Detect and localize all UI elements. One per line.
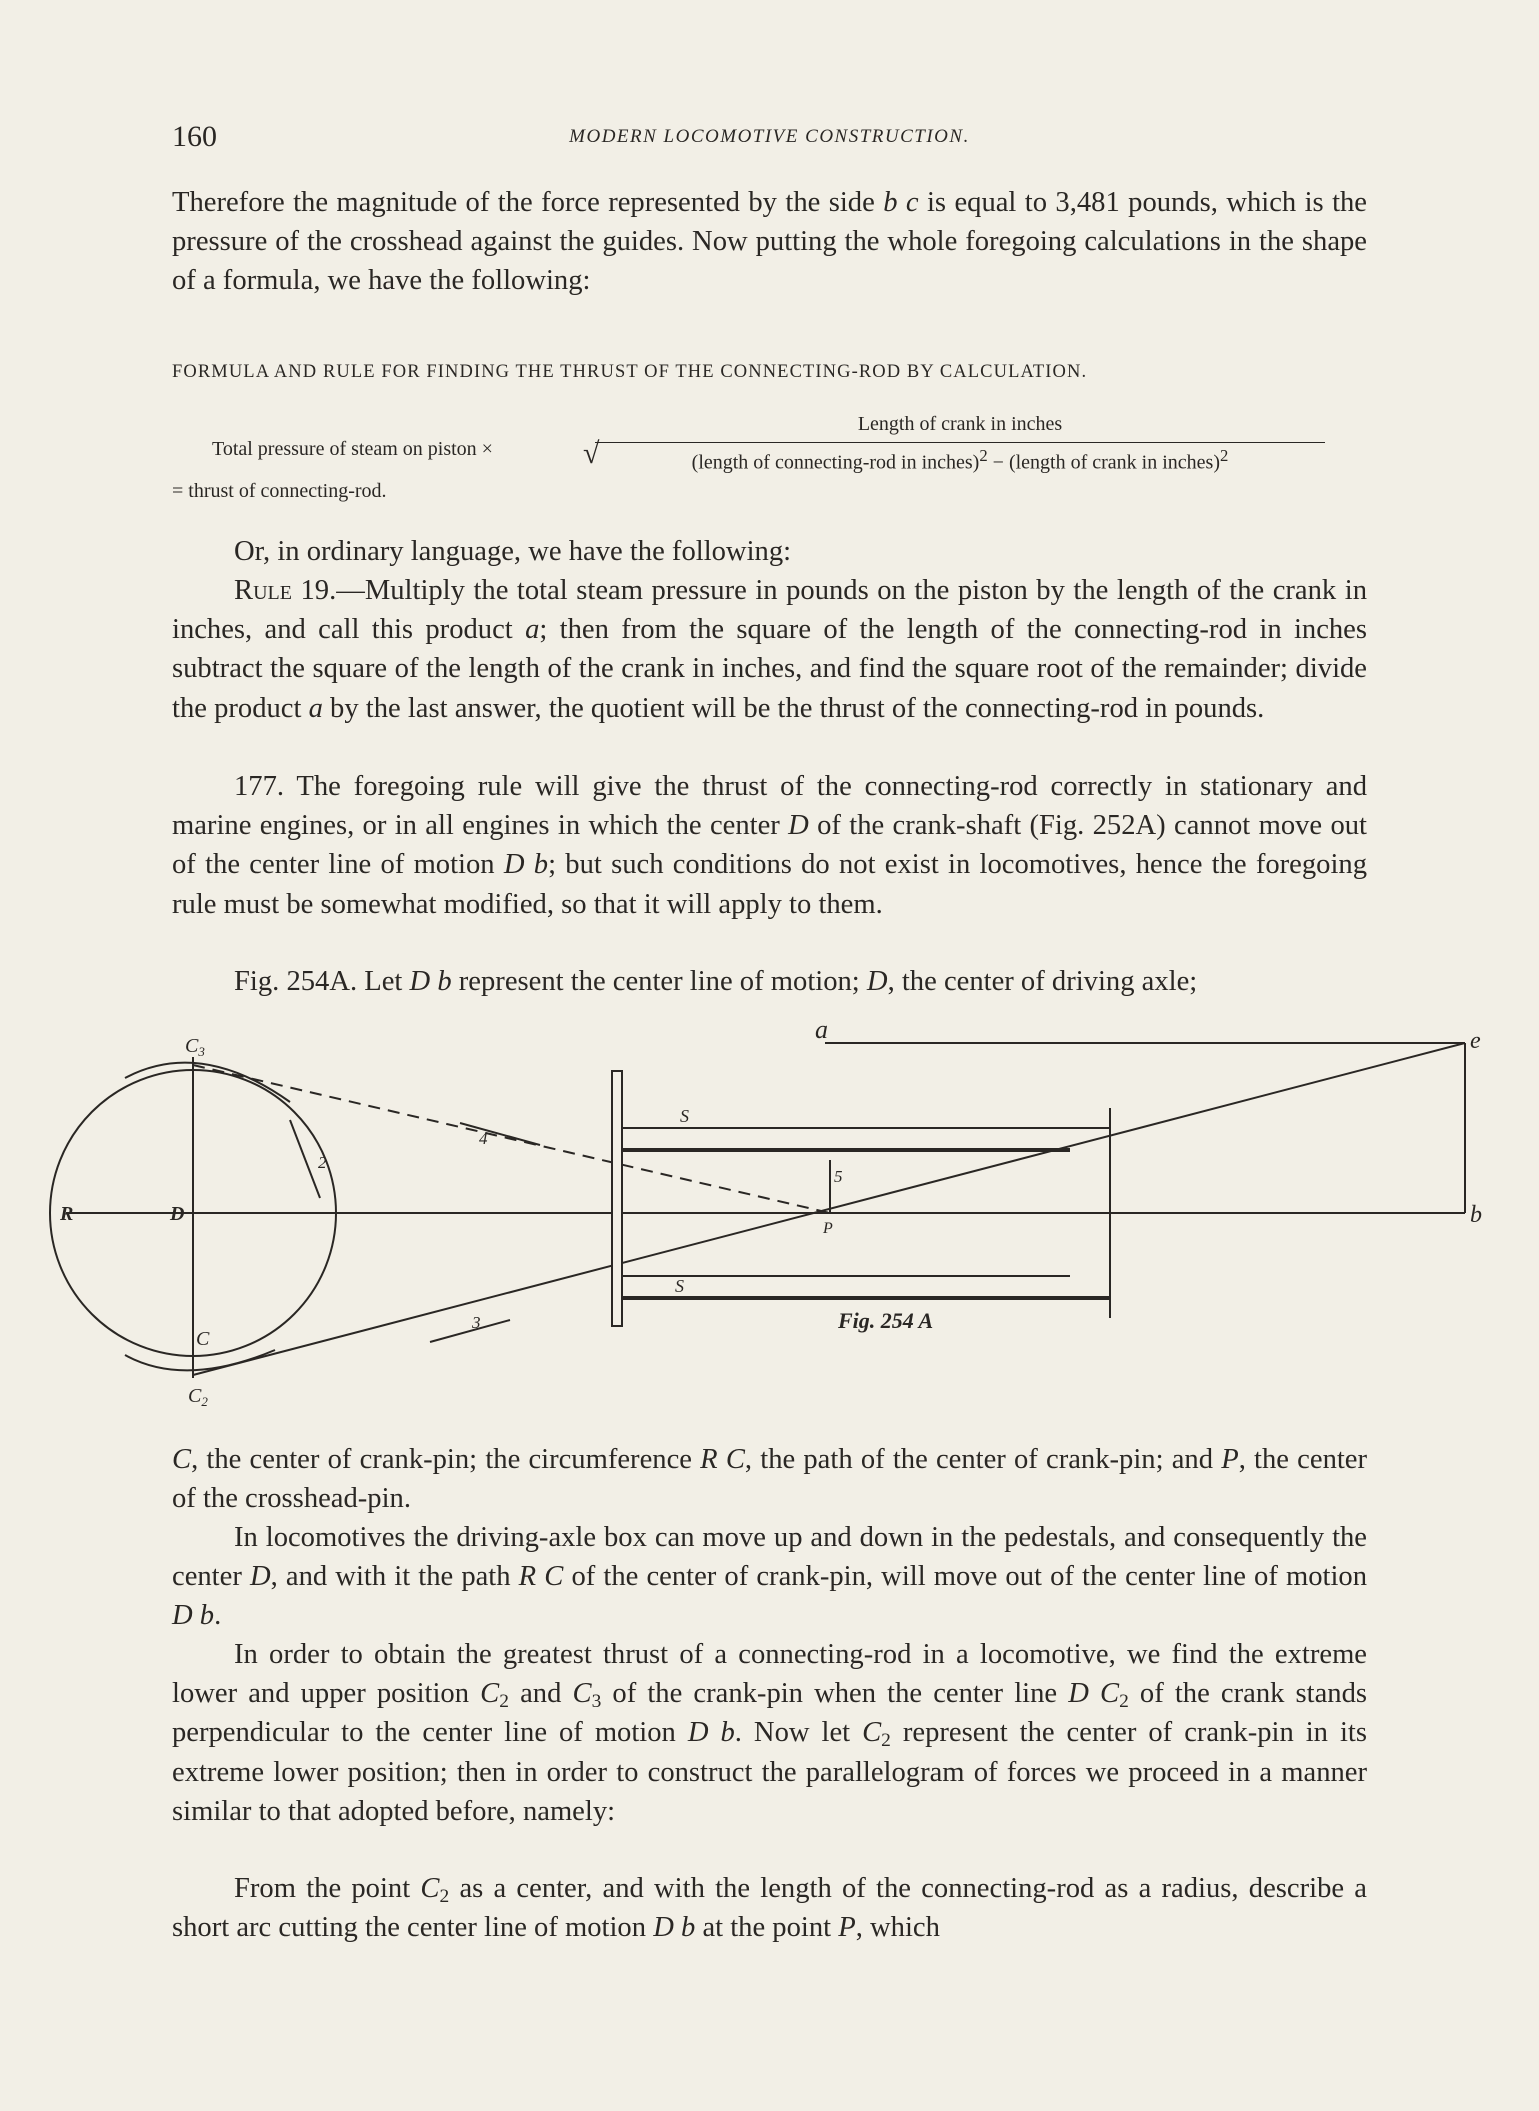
- label-e: e: [1470, 1028, 1481, 1054]
- label-b: b: [1470, 1202, 1482, 1228]
- paragraph-fig-254a-start: Fig. 254A. Let D b represent the center line of motion; D, the center of driving axle;: [234, 966, 1198, 997]
- label-r: R: [60, 1203, 74, 1225]
- figure-caption: Fig. 254 A: [838, 1308, 934, 1333]
- paragraph-bc-magnitude: Therefore the magnitude of the force represented by the side b c is equal to 3,481 pounds, which is the pressure of the crosshead against the guides. Now putting the whole foregoing calculations in the shape of a formula, we have the following:: [172, 187, 1367, 297]
- paragraph-greatest-thrust: In order to obtain the greatest thrust of a connecting-rod in a locomotive, we find the extreme lower and upper position $C_2$ and $C_3$ of the crank-pin when the center line D $C_2$ of the crank stands perpendicular to the center line of motion D b. Now let $C_2$ represent the center of crank-pin in its extreme lower position; then in order to construct the parallelogram of forces we proceed in a manner similar to that adopted before, namely:: [172, 1639, 1368, 1827]
- arrow-3-line: [430, 1320, 510, 1342]
- label-a: a: [815, 1015, 828, 1044]
- label-s-upper: S: [680, 1106, 689, 1126]
- square-root-symbol: √: [583, 437, 600, 470]
- page-number: 160: [172, 120, 217, 153]
- rod-line-c3-p: [193, 1065, 830, 1213]
- label-p: P: [823, 1220, 833, 1237]
- page-header: [172, 120, 1367, 160]
- paragraph-rule-19: Rule 19.—Multiply the total steam pressure in pounds on the piston by the length of the crank in inches, and call this product a; then from the square of the length of the connecting-rod in inches subtract the square of the length of the crank in inches, and find the square root of the remainder; divide the product a by the last answer, the quotient will be the thrust of the connecting-rod in pounds.: [172, 575, 1368, 724]
- figure-254a: [0, 1010, 1539, 1440]
- running-title: MODERN LOCOMOTIVE CONSTRUCTION.: [569, 126, 970, 147]
- formula-numerator: Length of crank in inches: [857, 413, 1063, 435]
- arrow-4-line: [460, 1123, 540, 1145]
- label-c2: $C_2$: [188, 1385, 208, 1409]
- paragraph-fig-254a-end: C, the center of crank-pin; the circumference R C, the path of the center of crank-pin; and P, the center of the crosshead-pin.: [172, 1444, 1368, 1515]
- formula-left-term: Total pressure of steam on piston ×: [212, 438, 493, 460]
- formula-heading: FORMULA AND RULE FOR FINDING THE THRUST OF THE CONNECTING-ROD BY CALCULATION.: [172, 362, 1088, 382]
- label-2: 2: [318, 1153, 327, 1172]
- label-c3: $C_3$: [185, 1035, 205, 1059]
- piston-head: [612, 1071, 622, 1326]
- label-s-lower: S: [675, 1276, 684, 1296]
- upper-arc: [125, 1063, 290, 1102]
- label-4: 4: [479, 1129, 488, 1148]
- paragraph-locomotive-boxes: In locomotives the driving-axle box can move up and down in the pedestals, and consequently the center D, and with it the path R C of the center of crank-pin, will move out of the center line of motion D b.: [172, 1522, 1367, 1632]
- paragraph-from-point-c2: From the point $C_2$ as a center, and with the length of the connecting-rod as a radius, describe a short arc cutting the center line of motion D b at the point P, which: [172, 1873, 1367, 1944]
- fraction-bar: [595, 442, 1325, 443]
- paragraph-ordinary-language: Or, in ordinary language, we have the following:: [234, 536, 792, 567]
- label-3: 3: [472, 1313, 481, 1332]
- label-c: C: [196, 1328, 210, 1350]
- arrow-2-line: [290, 1120, 320, 1198]
- label-5: 5: [834, 1167, 843, 1186]
- formula-result: = thrust of connecting-rod.: [172, 480, 387, 502]
- paragraph-177: 177. The foregoing rule will give the thrust of the connecting-rod correctly in stationary and marine engines, or in all engines in which the center D of the crank-shaft (Fig. 252A) cannot move out of the center line of motion D b; but such conditions do not exist in locomotives, hence the foregoing rule must be somewhat modified, so that it will apply to them.: [172, 771, 1367, 920]
- label-d: D: [170, 1203, 185, 1225]
- formula-denominator: (length of connecting-rod in inches)$^2$ − (length of crank in inches)$^2$: [691, 446, 1229, 474]
